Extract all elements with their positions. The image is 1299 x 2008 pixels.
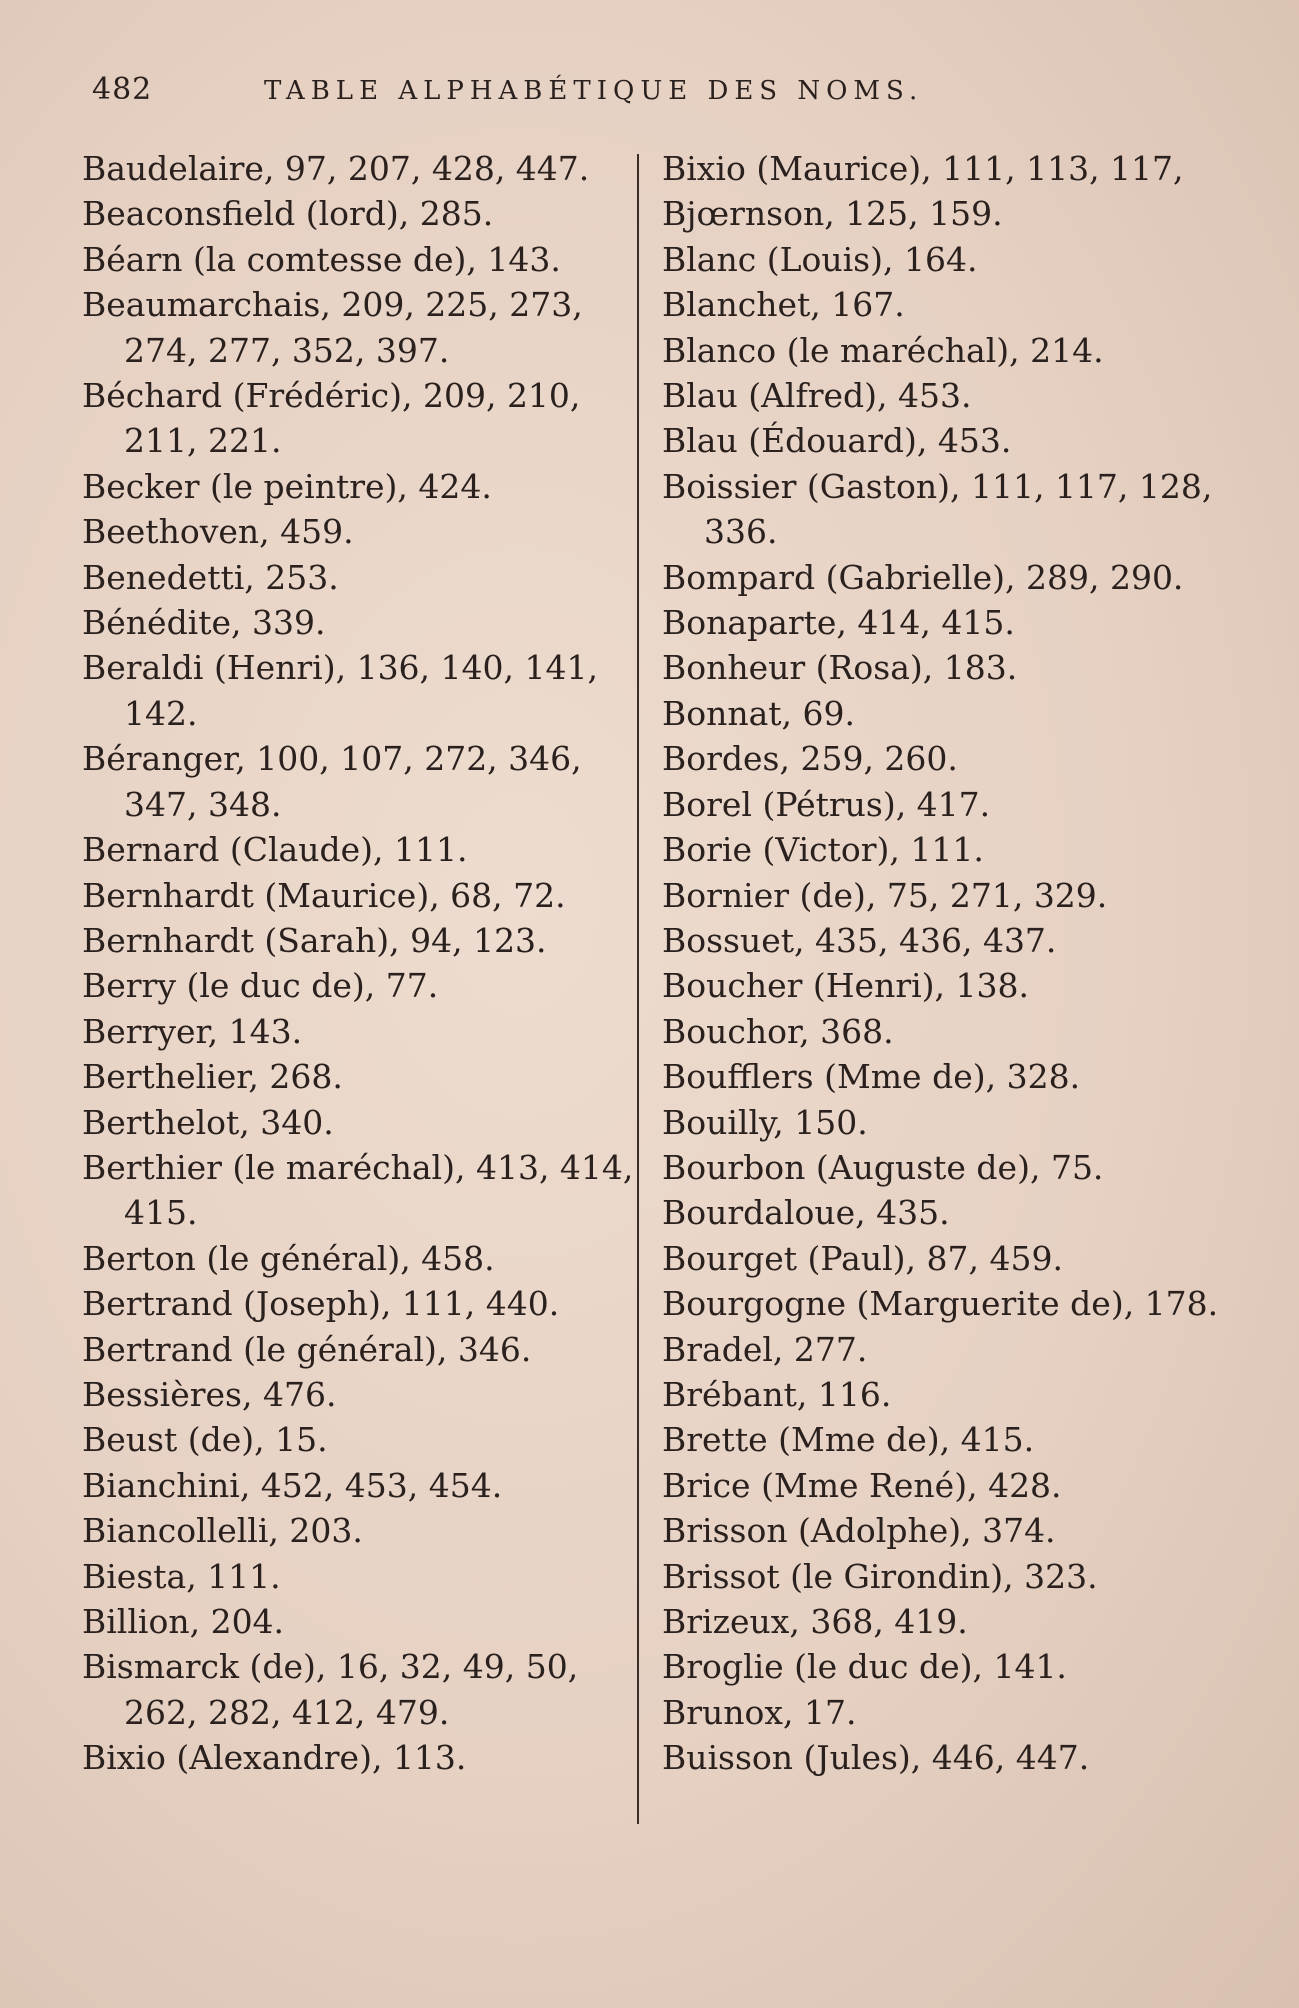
- index-entry: Buisson (Jules), 446, 447.: [662, 1738, 1090, 1778]
- running-title: TABLE ALPHABÉTIQUE DES NOMS.: [264, 76, 924, 106]
- index-entry: Brissot (le Girondin), 323.: [662, 1556, 1098, 1596]
- index-entry: Beaconsfield (lord), 285.: [82, 194, 494, 234]
- index-entry: Béarn (la comtesse de), 143.: [82, 239, 561, 279]
- index-entry: Brizeux, 368, 419.: [662, 1602, 968, 1641]
- index-entry: Bianchini, 452, 453, 454.: [82, 1465, 503, 1505]
- index-entry: Bixio (Alexandre), 113.: [82, 1738, 467, 1778]
- index-entry: Bordes, 259, 260.: [662, 739, 958, 779]
- index-entry: Biesta, 111.: [82, 1556, 281, 1596]
- index-entry: Baudelaire, 97, 207, 428, 447.: [82, 149, 590, 188]
- index-entry: Broglie (le duc de), 141.: [662, 1647, 1067, 1687]
- index-entry: Beust (de), 15.: [82, 1420, 328, 1460]
- index-entry: Bertrand (le général), 346.: [82, 1329, 532, 1369]
- index-entry: Borie (Victor), 111.: [662, 830, 984, 870]
- index-entry: Béranger, 100, 107, 272, 346, 347, 348.: [82, 739, 582, 824]
- index-entry: Bonaparte, 414, 415.: [662, 603, 1015, 643]
- index-entry: Bourget (Paul), 87, 459.: [662, 1238, 1063, 1278]
- index-entry: Bernhardt (Sarah), 94, 123.: [82, 920, 547, 960]
- index-entry: Bompard (Gabrielle), 289, 290.: [662, 557, 1184, 597]
- index-entry: Brébant, 116.: [662, 1374, 892, 1414]
- index-entry: Bouilly, 150.: [662, 1102, 868, 1142]
- index-entry: Bessières, 476.: [82, 1374, 337, 1414]
- index-entry: Bourdaloue, 435.: [662, 1193, 950, 1233]
- index-entry: Berthelier, 268.: [82, 1057, 343, 1097]
- index-entry: Bernhardt (Maurice), 68, 72.: [82, 875, 566, 915]
- index-entry: Brisson (Adolphe), 374.: [662, 1511, 1056, 1551]
- index-entry: Brunox, 17.: [662, 1692, 857, 1732]
- index-entry: Bénédite, 339.: [82, 603, 326, 643]
- index-entry: Bjœrnson, 125, 159.: [662, 194, 1003, 234]
- index-entry: Blanchet, 167.: [662, 285, 905, 325]
- index-entry: Bonheur (Rosa), 183.: [662, 648, 1018, 688]
- page-header: [92, 72, 1192, 122]
- index-entry: Bourbon (Auguste de), 75.: [662, 1147, 1104, 1187]
- index-entry: Bourgogne (Marguerite de), 178.: [662, 1284, 1219, 1324]
- index-entry: Billion, 204.: [82, 1602, 285, 1641]
- index-entry: Blau (Alfred), 453.: [662, 376, 972, 416]
- index-entry: Berton (le général), 458.: [82, 1238, 495, 1278]
- index-entry: Bossuet, 435, 436, 437.: [662, 920, 1057, 960]
- index-entry: Beraldi (Henri), 136, 140, 141, 142.: [82, 648, 598, 733]
- index-entry: Béchard (Frédéric), 209, 210, 211, 221.: [82, 376, 581, 461]
- index-entry: Brice (Mme René), 428.: [662, 1465, 1062, 1505]
- index-entry: Bornier (de), 75, 271, 329.: [662, 875, 1108, 915]
- index-entry: Beaumarchais, 209, 225, 273, 274, 277, 352, 397.: [82, 285, 583, 370]
- index-entry: Berryer, 143.: [82, 1011, 303, 1051]
- index-entry: Boissier (Gaston), 111, 117, 128, 336.: [662, 466, 1213, 552]
- index-entry: Bixio (Maurice), 111, 113, 117,: [662, 149, 1184, 188]
- index-entry: Boucher (Henri), 138.: [662, 966, 1029, 1006]
- page-number: 482: [92, 72, 153, 107]
- index-entry: Bismarck (de), 16, 32, 49, 50, 262, 282, 412, 479.: [82, 1647, 579, 1732]
- index-entry: Bouchor, 368.: [662, 1011, 894, 1051]
- index-entry: Biancollelli, 203.: [82, 1511, 363, 1551]
- index-entry: Bertrand (Joseph), 111, 440.: [82, 1284, 560, 1324]
- index-entry: Blanco (le maréchal), 214.: [662, 330, 1104, 370]
- index-entry: Boufflers (Mme de), 328.: [662, 1057, 1081, 1097]
- index-entry: Blanc (Louis), 164.: [662, 239, 978, 279]
- index-entry: Becker (le peintre), 424.: [82, 466, 492, 506]
- index-entry: Bernard (Claude), 111.: [82, 830, 468, 870]
- index-entry: Blau (Édouard), 453.: [662, 421, 1012, 461]
- index-entry: Benedetti, 253.: [82, 557, 339, 597]
- index-entry: Brette (Mme de), 415.: [662, 1420, 1035, 1460]
- index-entry: Berthelot, 340.: [82, 1102, 334, 1142]
- index-entry: Borel (Pétrus), 417.: [662, 784, 991, 824]
- index-entry: Berry (le duc de), 77.: [82, 966, 439, 1006]
- index-column-left: [82, 146, 642, 1781]
- index-entry: Bonnat, 69.: [662, 693, 856, 733]
- index-entry: Berthier (le maréchal), 413, 414, 415.: [82, 1147, 634, 1233]
- column-divider: [637, 154, 639, 1824]
- index-entry: Bradel, 277.: [662, 1329, 868, 1369]
- index-entry: Beethoven, 459.: [82, 512, 354, 552]
- index-column-right: [662, 146, 1242, 1781]
